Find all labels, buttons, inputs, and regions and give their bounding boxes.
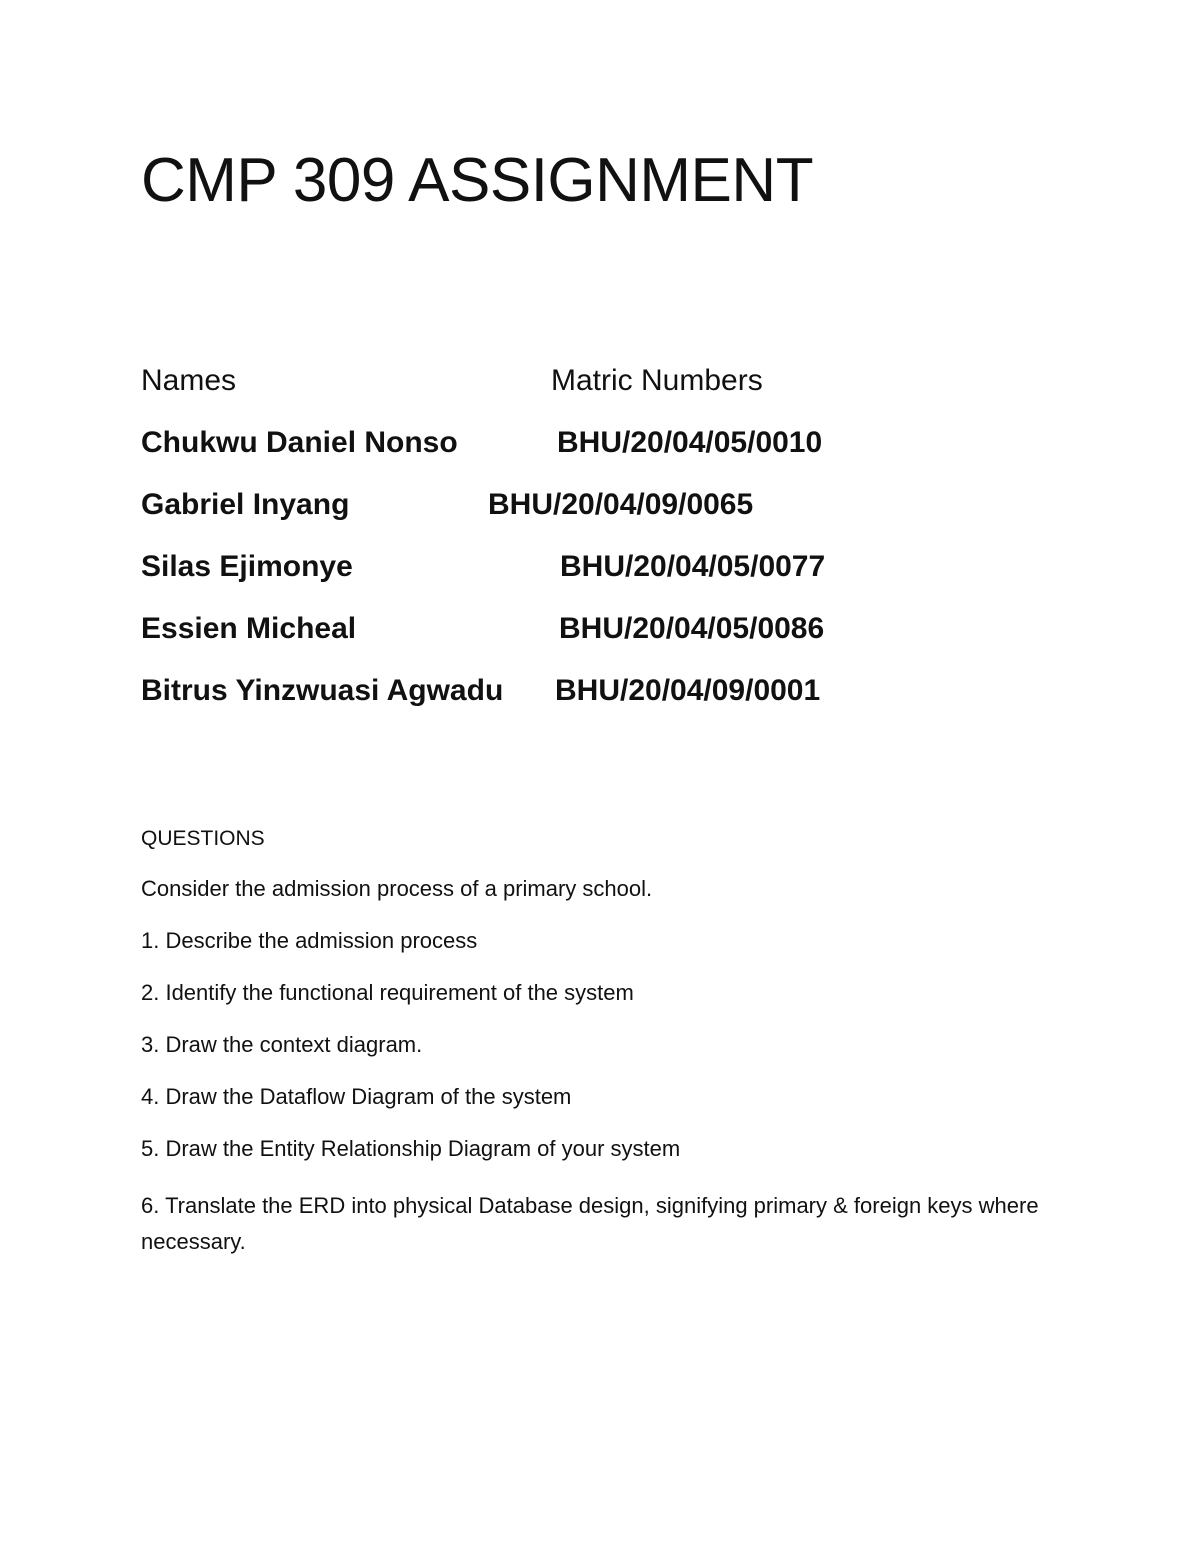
matric-column-header: Matric Numbers [551, 364, 763, 397]
student-matric: BHU/20/04/05/0077 [560, 550, 826, 583]
student-name: Silas Ejimonye [141, 550, 353, 583]
question-item: 6. Translate the ERD into physical Database design, signifying primary & foreign keys where necessary. [141, 1193, 1039, 1254]
student-name: Bitrus Yinzwuasi Agwadu [141, 674, 504, 707]
student-name: Gabriel Inyang [141, 488, 350, 521]
student-name: Essien Micheal [141, 612, 357, 645]
document-title: CMP 309 ASSIGNMENT [141, 146, 814, 215]
question-item: 1. Describe the admission process [141, 928, 478, 953]
student-matric: BHU/20/04/05/0086 [559, 612, 825, 645]
question-item: 3. Draw the context diagram. [141, 1032, 423, 1057]
student-matric: BHU/20/04/09/0065 [488, 488, 754, 521]
student-matric: BHU/20/04/05/0010 [557, 426, 823, 459]
question-item: 2. Identify the functional requirement of the system [141, 980, 634, 1005]
question-item: 5. Draw the Entity Relationship Diagram of your system [141, 1136, 681, 1161]
questions-heading: QUESTIONS [141, 827, 265, 850]
questions-intro: Consider the admission process of a primary school. [141, 876, 653, 901]
student-name: Chukwu Daniel Nonso [141, 426, 458, 459]
student-matric: BHU/20/04/09/0001 [555, 674, 821, 707]
question-item: 4. Draw the Dataflow Diagram of the system [141, 1084, 572, 1109]
names-column-header: Names [141, 364, 237, 397]
